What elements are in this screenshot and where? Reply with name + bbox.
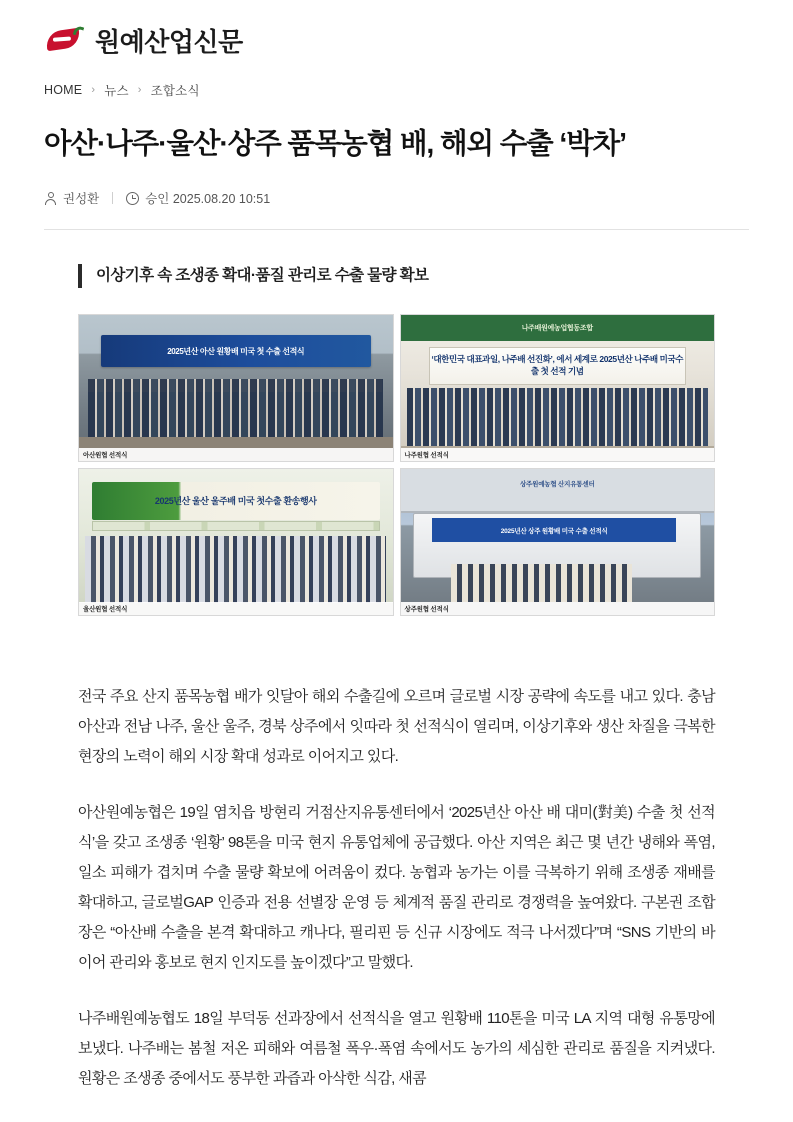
- site-name: 원예산업신문: [95, 28, 243, 57]
- paragraph: 아산원예농협은 19일 염치읍 방현리 거점산지유통센터에서 ‘2025년산 아산 배 대미(對美) 수출 첫 선적식’을 갖고 조생종 ‘원황’ 98톤을 미국 현지 유통업체에 공급했다. 아산 지역은 최근 몇 년간 냉해와 폭염, 일소 피해가 겹치며 수출 물량 확보에 어려움이 컸다. 농협과 농가는 이를 극복하기 위해 조생종 재배를 확대하고, 글로벌GAP 인증과 전용 선별장 운영 등 체계적 품질 관리로 경쟁력을 높여왔다. 구본권 조합장은 “아산배 수출을 본격 확대하고 캐나다, 필리핀 등 신규 시장에도 적극 나서겠다”며 “SNS 기반의 바이어 관리와 홍보로 현지 인지도를 높이겠다”고 말했다.: [78, 803, 715, 971]
- byline-author: [44, 189, 99, 207]
- header-divider: [44, 229, 749, 230]
- breadcrumb-item-home[interactable]: HOME: [44, 83, 83, 97]
- article-text: [78, 624, 715, 1094]
- photo-sangju-building-sign: 상주원예농협 산지유통센터: [519, 480, 595, 488]
- author-name: 권성환: [63, 192, 100, 207]
- photo-ulsan[interactable]: [78, 468, 394, 616]
- breadcrumb-item-category[interactable]: 조합소식: [150, 84, 200, 98]
- photo-ulsan-crowd: [85, 536, 386, 603]
- breadcrumb-item-news[interactable]: 뉴스: [104, 84, 129, 98]
- photo-naju-crowd: [407, 388, 708, 446]
- photo-ulsan-sponsor-strip: [92, 521, 380, 531]
- photo-caption: 아산원협 선적식: [79, 448, 393, 461]
- person-icon: [44, 192, 57, 205]
- photo-sangju-people: [451, 564, 633, 602]
- photo-asan-banner: 2025년산 아산 원황배 미국 첫 수출 선적식: [101, 335, 371, 367]
- byline-divider: [112, 192, 113, 204]
- photo-naju-sign: 나주배원예농업협동조합: [401, 315, 715, 341]
- photo-asan-crowd: [88, 379, 383, 437]
- photo-gallery: [78, 314, 715, 616]
- paragraph: 나주배원예농협도 18일 부덕동 선과장에서 선적식을 열고 원황배 110톤을 미국 LA 지역 대형 유통망에 보냈다. 나주배는 봄철 저온 피해와 여름철 폭우·폭염 속에서도 농가의 세심한 관리로 품질을 지켜냈다. 원황은 조생종 중에서도 풍부한 과즙과 아삭한 식감, 새콤: [78, 1009, 715, 1087]
- photo-caption: 나주원협 선적식: [401, 448, 715, 461]
- photo-caption: 상주원협 선적식: [401, 602, 715, 615]
- photo-sangju[interactable]: [400, 468, 716, 616]
- clock-icon: [126, 192, 139, 205]
- paragraph: 전국 주요 산지 품목농협 배가 잇달아 해외 수출길에 오르며 글로벌 시장 공략에 속도를 내고 있다. 충남 아산과 전남 나주, 울산 울주, 경북 상주에서 잇따라 첫 선적식이 열리며, 이상기후와 생산 차질을 극복한 현장의 노력이 해외 시장 확대 성과로 이어지고 있다.: [78, 687, 715, 765]
- photo-naju-banner: ‘대한민국 대표과일, 나주배 선진화’, 에서 세계로 2025년산 나주배 미국수출 첫 선적 기념: [429, 347, 686, 385]
- photo-asan[interactable]: [78, 314, 394, 462]
- site-logo[interactable]: [44, 22, 243, 59]
- site-masthead: [44, 0, 749, 73]
- byline-date: [126, 189, 270, 207]
- publish-date: 승인 2025.08.20 10:51: [145, 192, 271, 207]
- photo-sangju-truck-banner: 2025년산 상주 원황배 미국 수출 선적식: [432, 518, 677, 541]
- breadcrumb: [44, 73, 749, 111]
- chevron-right-icon: ›: [137, 84, 142, 96]
- byline: [44, 189, 749, 229]
- photo-naju[interactable]: [400, 314, 716, 462]
- photo-ulsan-banner: 2025년산 울산 울주배 미국 첫수출 환송행사: [92, 482, 380, 520]
- article-deck: 이상기후 속 조생종 확대·품질 관리로 수출 물량 확보: [78, 264, 715, 287]
- photo-caption: 울산원협 선적식: [79, 602, 393, 615]
- chevron-right-icon: ›: [91, 84, 96, 96]
- photo-sangju-building: [401, 469, 715, 513]
- article-body: [44, 264, 749, 1093]
- pepper-leaf-logo-icon: [44, 26, 86, 56]
- page-title: 아산·나주·울산·상주 품목농협 배, 해외 수출 ‘박차’: [44, 128, 626, 160]
